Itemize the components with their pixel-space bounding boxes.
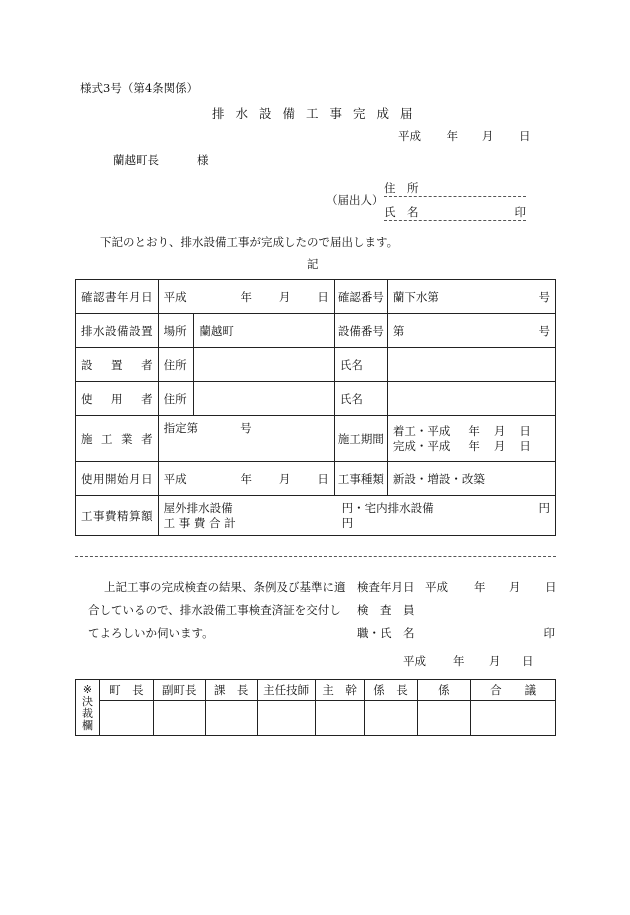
main-table — [75, 279, 556, 536]
table-row — [76, 382, 556, 416]
stamp-cell[interactable] — [471, 701, 556, 736]
approval-header: 係 長 — [364, 680, 417, 701]
stamp-cell[interactable] — [205, 701, 257, 736]
cost-breakdown-line[interactable]: 屋外排水設備 円・宅内排水設備 円 — [163, 500, 550, 515]
confirmation-date-field[interactable]: 平成 年 月 日 — [163, 289, 329, 304]
seal-mark: 印 — [543, 626, 555, 640]
confirmation-number-field[interactable]: 蘭下水第 号 — [392, 289, 550, 304]
stamp-cell[interactable] — [99, 701, 153, 736]
end-date-field[interactable]: 完成・平成 年 月 日 — [392, 438, 531, 453]
row-label: 排水設備設置 — [81, 323, 153, 338]
table-row — [76, 348, 556, 382]
stamp-cell[interactable] — [364, 701, 417, 736]
address-label: 住所 — [163, 357, 187, 372]
table-row — [76, 496, 556, 536]
inspection-line-1: 上記工事の完成検査の結果、条例及び基準に適 — [104, 580, 346, 594]
name-label: 氏名 — [339, 391, 363, 406]
footer-date[interactable]: 平成 年 月 日 — [403, 654, 534, 668]
document-title: 排水設備工事完成届 — [212, 106, 424, 121]
contractor-field[interactable]: 指定第 号 — [163, 421, 252, 435]
table-row — [76, 416, 556, 462]
approval-header: 副町長 — [153, 680, 205, 701]
start-use-date-field[interactable]: 平成 年 月 日 — [163, 471, 329, 486]
inspection-date-row[interactable]: 検査年月日 平成 年 月 日 — [357, 580, 557, 594]
applicant-label: （届出人） — [326, 193, 384, 207]
place-label: 場所 — [163, 323, 187, 338]
row-label: 工事費精算額 — [81, 508, 153, 523]
row-label: 工事種類 — [337, 471, 384, 486]
stamp-cell[interactable] — [315, 701, 364, 736]
construction-types[interactable]: 新設・増設・改築 — [392, 471, 485, 486]
inspector-name-row[interactable]: 職・氏 名 印 — [357, 626, 555, 640]
name-field[interactable]: 氏 名 印 — [384, 205, 526, 219]
separator-line — [75, 556, 556, 557]
approval-header: 合 議 — [471, 680, 556, 701]
name-label: 氏名 — [339, 357, 363, 372]
seal-mark: 印 — [514, 205, 526, 219]
start-date-field[interactable]: 着工・平成 年 月 日 — [392, 423, 531, 438]
installer-name-field[interactable] — [387, 348, 555, 382]
approval-header-row — [76, 680, 556, 701]
installer-address-field[interactable] — [194, 348, 335, 382]
approval-header: 主 幹 — [315, 680, 364, 701]
row-label: 確認書年月日 — [81, 289, 153, 304]
approval-header: 係 — [417, 680, 471, 701]
user-address-field[interactable] — [194, 382, 335, 416]
total-cost-line[interactable]: 工 事 費 合 計 円 — [163, 515, 354, 530]
table-row — [76, 280, 556, 314]
row-label: 施工業者 — [81, 431, 153, 446]
equipment-number-field[interactable]: 第 号 — [392, 323, 550, 338]
approval-header: 課 長 — [205, 680, 257, 701]
header-date: 平成 年 月 日 — [398, 129, 531, 143]
table-row — [76, 314, 556, 348]
approval-side-label: ※ 決 裁 欄 — [76, 680, 100, 736]
row-label: 使用者 — [81, 391, 153, 406]
stamp-cell[interactable] — [257, 701, 315, 736]
inspection-line-3: てよろしいか伺います。 — [88, 626, 214, 640]
intro-text: 下記のとおり、排水設備工事が完成したので届出します。 — [100, 235, 399, 249]
approval-stamp-row — [76, 701, 556, 736]
stamp-cell[interactable] — [153, 701, 205, 736]
ki-mark: 記 — [307, 257, 319, 271]
row-label: 施工期間 — [337, 431, 384, 446]
approval-table — [75, 679, 556, 736]
inspection-line-2: 合しているので、排水設備工事検査済証を交付し — [88, 603, 341, 617]
addressee: 蘭越町長 様 — [113, 153, 209, 167]
row-label: 使用開始月日 — [81, 471, 153, 486]
form-number: 様式3号（第4条関係） — [80, 81, 199, 95]
address-field[interactable]: 住 所 — [384, 180, 526, 197]
approval-header: 主任技師 — [257, 680, 315, 701]
stamp-cell[interactable] — [417, 701, 471, 736]
approval-header: 町 長 — [99, 680, 153, 701]
row-label: 設備番号 — [337, 323, 384, 338]
row-label: 設置者 — [81, 357, 153, 372]
inspector-label: 検 査 員 — [357, 603, 415, 617]
address-label: 住所 — [163, 391, 187, 406]
user-name-field[interactable] — [387, 382, 555, 416]
table-row — [76, 462, 556, 496]
place-value[interactable]: 蘭越町 — [199, 323, 234, 338]
row-label: 確認番号 — [337, 289, 384, 304]
